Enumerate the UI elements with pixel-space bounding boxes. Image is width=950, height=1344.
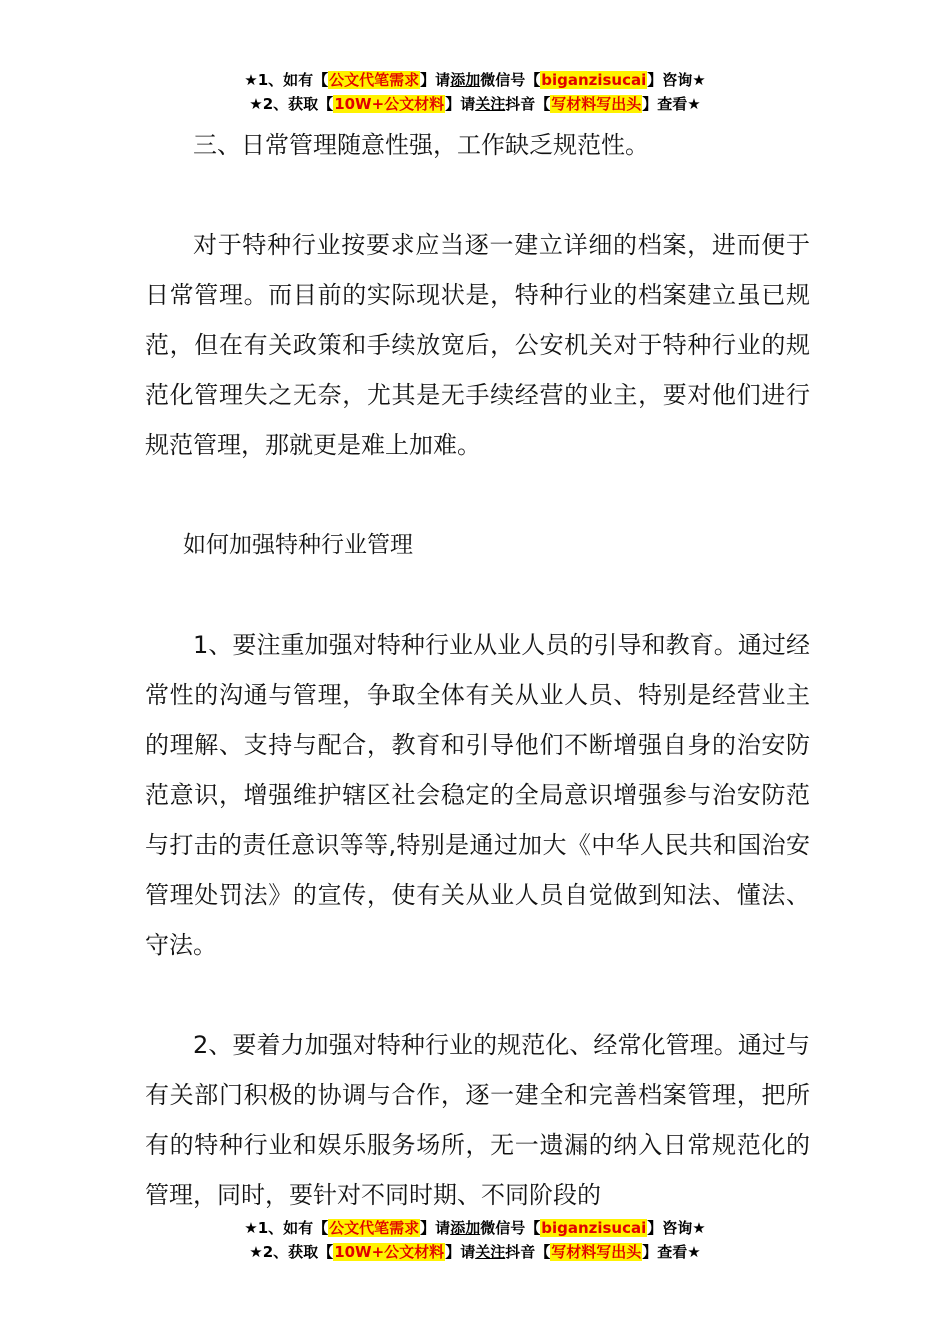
banner-line-1 [0,68,950,92]
banner-text: ★1、如有【 [244,71,329,89]
banner-text: 】查看★ [642,95,701,113]
banner-text: ★2、获取【 [249,1243,334,1261]
banner-highlight: biganzisucai [541,1219,647,1237]
banner-text: 微信号【 [480,1219,541,1237]
banner-highlight: 公文代笔需求 [329,1219,420,1237]
footer-banner [0,1216,950,1264]
banner-text: 】咨询★ [647,71,706,89]
banner-underline: 添加 [450,71,481,89]
banner-line-2 [0,1240,950,1264]
banner-underline: 添加 [450,1219,481,1237]
banner-text: 】请 [445,95,476,113]
banner-text: 】咨询★ [647,1219,706,1237]
banner-highlight: 写材料写出头 [551,95,642,113]
banner-text: 】请 [445,1243,476,1261]
banner-text: 微信号【 [480,71,541,89]
subheading: 如何加强特种行业管理 [183,532,413,558]
banner-underline: 关注 [475,95,506,113]
paragraph: 2、要着力加强对特种行业的规范化、经常化管理。通过与有关部门积极的协调与合作，逐一建全和完善档案管理，把所有的特种行业和娱乐服务场所，无一遗漏的纳入日常规范化的管理，同时，要针对不同时期、不同阶段的 [145,1031,810,1209]
header-banner [0,68,950,116]
banner-highlight: 公文代笔需求 [329,71,420,89]
banner-text: 】请 [420,1219,451,1237]
banner-text: 】请 [420,71,451,89]
banner-text: ★2、获取【 [249,95,334,113]
banner-line-1 [0,1216,950,1240]
banner-highlight: 写材料写出头 [551,1243,642,1261]
banner-text: 抖音【 [505,95,551,113]
document-body [145,120,810,1220]
banner-underline: 关注 [475,1243,506,1261]
section-heading: 三、日常管理随意性强，工作缺乏规范性。 [193,131,649,159]
banner-highlight: biganzisucai [541,71,647,89]
paragraph: 1、要注重加强对特种行业从业人员的引导和教育。通过经常性的沟通与管理，争取全体有关从业人员、特别是经营业主的理解、支持与配合，教育和引导他们不断增强自身的治安防范意识，增强维护辖区社会稳定的全局意识增强参与治安防范与打击的责任意识等等,特别是通过加大《中华人民共和国治安管理处罚法》的宣传，使有关从业人员自觉做到知法、懂法、守法。 [145,631,810,959]
banner-text: ★1、如有【 [244,1219,329,1237]
banner-highlight: 10W+公文材料 [334,1243,445,1261]
banner-text: 】查看★ [642,1243,701,1261]
paragraph: 对于特种行业按要求应当逐一建立详细的档案，进而便于日常管理。而目前的实际现状是，特种行业的档案建立虽已规范，但在有关政策和手续放宽后，公安机关对于特种行业的规范化管理失之无奈，尤其是无手续经营的业主，要对他们进行规范管理，那就更是难上加难。 [145,231,810,459]
banner-highlight: 10W+公文材料 [334,95,445,113]
banner-line-2 [0,92,950,116]
banner-text: 抖音【 [505,1243,551,1261]
